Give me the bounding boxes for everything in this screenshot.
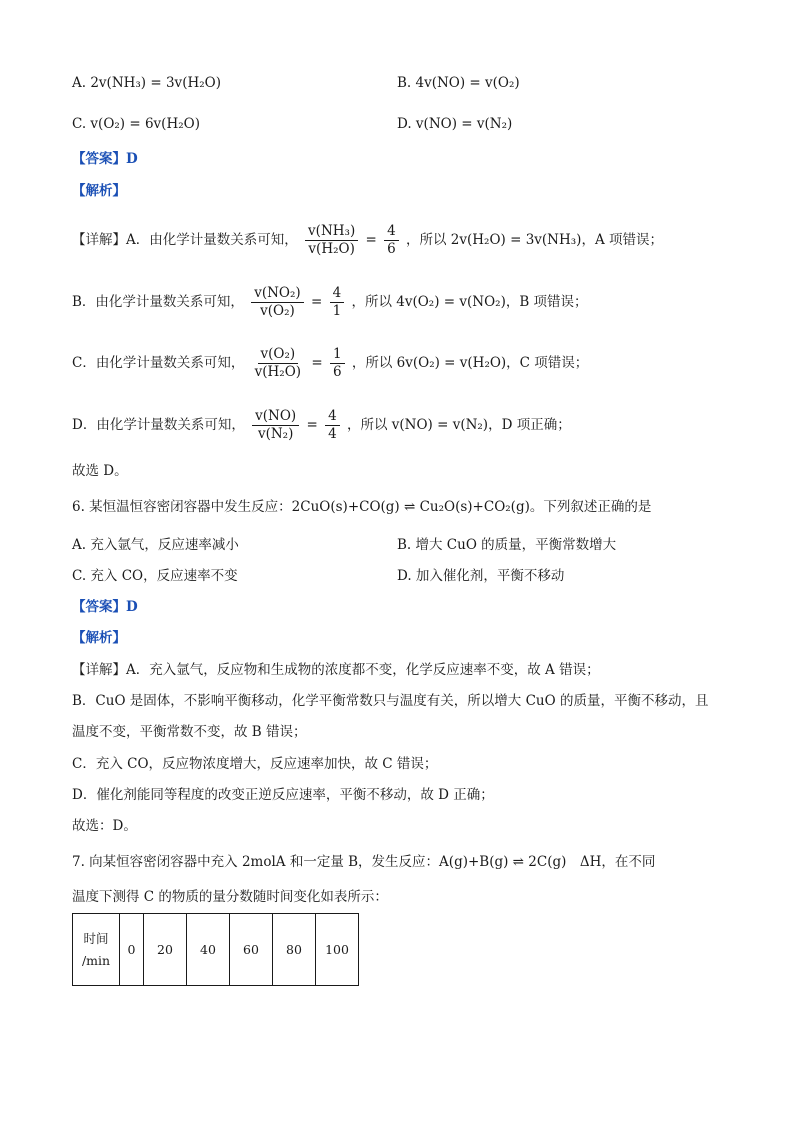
detail-a-pre: 【详解】A．由化学计量数关系可知， [72,232,298,248]
detail-c-eq: = [311,355,323,371]
detail-a-ratio-den: v(H₂O) [308,241,355,257]
q5-option-a: A. 2v(NH₃) = 3v(H₂O) [72,75,221,91]
detail-b-pre: B．由化学计量数关系可知， [72,294,244,310]
q6-detail-d: D．催化剂能同等程度的改变正逆反应速率，平衡不移动，故 D 正确； [72,787,494,803]
detail-b-ratio [251,285,303,320]
table-cell: 0 [120,914,144,986]
table-header-cell [73,914,120,986]
q6-answer: 【答案】D [72,599,138,615]
q7-stem-line1: 7. 向某恒容密闭容器中充入 2molA 和一定量 B，发生反应：A(g)+B(g) ⇌ 2C(g) ΔH，在不同 [72,854,656,870]
table-header-unit: /min [81,952,111,968]
q5-option-b: B. 4v(NO) = v(O₂) [397,75,520,91]
q6-detail-b: B．CuO 是固体，不影响平衡移动，化学平衡常数只与温度有关，所以增大 CuO 的质量，平衡不移动，且 [72,693,709,709]
detail-a-eq: = [365,232,377,248]
detail-c-ratio-num: v(O₂) [258,346,299,364]
detail-a-ratio [305,223,358,258]
q5-answer: 【答案】D [72,151,138,167]
q6-detail-b-cont: 温度不变，平衡常数不变，故 B 错误； [72,724,307,740]
q5-detail-d [72,405,571,445]
q5-detail-b [72,282,588,322]
detail-d-post: ，所以 v(NO) = v(N₂)，D 项正确； [346,417,571,433]
detail-d-ratio-num: v(NO) [252,408,299,426]
detail-c-ratio [252,346,304,381]
detail-b-value-num: 4 [330,285,345,303]
detail-b-ratio-den: v(O₂) [260,303,295,319]
detail-b-value [330,285,345,320]
detail-a-value [384,223,399,258]
detail-d-ratio-den: v(N₂) [257,426,294,442]
detail-d-ratio [252,408,299,443]
table-cell: 80 [273,914,316,986]
q6-stem: 6. 某恒温恒容密闭容器中发生反应：2CuO(s)+CO(g) ⇌ Cu₂O(s)+CO₂(g)。下列叙述正确的是 [72,499,652,515]
detail-c-value [330,346,345,381]
q5-detail-a [72,220,663,260]
detail-d-value [325,408,340,443]
q6-option-b: B. 增大 CuO 的质量，平衡常数增大 [397,537,617,553]
detail-b-eq: = [310,294,323,310]
q6-conclusion: 故选：D。 [72,818,137,834]
q5-conclusion: 故选 D。 [72,463,128,479]
q6-analysis-heading: 【解析】 [72,630,126,646]
detail-c-ratio-den: v(H₂O) [254,364,302,380]
q5-analysis-heading: 【解析】 [72,183,126,199]
q5-detail-c [72,343,588,383]
detail-a-value-den: 6 [387,241,396,257]
q7-data-table [72,913,359,986]
detail-d-pre: D．由化学计量数关系可知， [72,417,245,433]
q6-option-c: C. 充入 CO，反应速率不变 [72,568,238,584]
table-cell: 20 [144,914,187,986]
table-cell: 100 [316,914,359,986]
q6-detail-c: C．充入 CO，反应物浓度增大，反应速率加快，故 C 错误； [72,756,438,772]
table-cell: 40 [187,914,230,986]
q6-option-d: D. 加入催化剂，平衡不移动 [397,568,565,584]
q6-detail-a: 【详解】A．充入氩气，反应物和生成物的浓度都不变，化学反应速率不变，故 A 错误； [72,662,600,678]
q6-option-a: A. 充入氩气，反应速率减小 [72,537,239,553]
q5-option-c: C. v(O₂) = 6v(H₂O) [72,116,200,132]
detail-c-value-num: 1 [330,346,345,364]
detail-c-value-den: 6 [332,364,342,380]
table-cell: 60 [230,914,273,986]
detail-c-pre: C．由化学计量数关系可知， [72,355,245,371]
detail-b-ratio-num: v(NO₂) [251,285,303,303]
q5-option-d: D. v(NO) = v(N₂) [397,116,513,132]
detail-a-ratio-num: v(NH₃) [305,223,358,241]
detail-d-value-num: 4 [325,408,340,426]
table-header-time: 时间 [83,930,109,946]
detail-b-value-den: 1 [332,303,342,319]
detail-d-value-den: 4 [328,426,337,442]
detail-d-eq: = [306,417,318,433]
table-row [73,914,359,986]
q7-stem-line2: 温度下测得 C 的物质的量分数随时间变化如表所示： [72,889,388,905]
detail-a-value-num: 4 [384,223,399,241]
detail-b-post: ，所以 4v(O₂) = v(NO₂)，B 项错误； [351,294,588,310]
detail-a-post: ，所以 2v(H₂O) = 3v(NH₃)，A 项错误； [406,232,663,248]
detail-c-post: ，所以 6v(O₂) = v(H₂O)，C 项错误； [351,355,589,371]
